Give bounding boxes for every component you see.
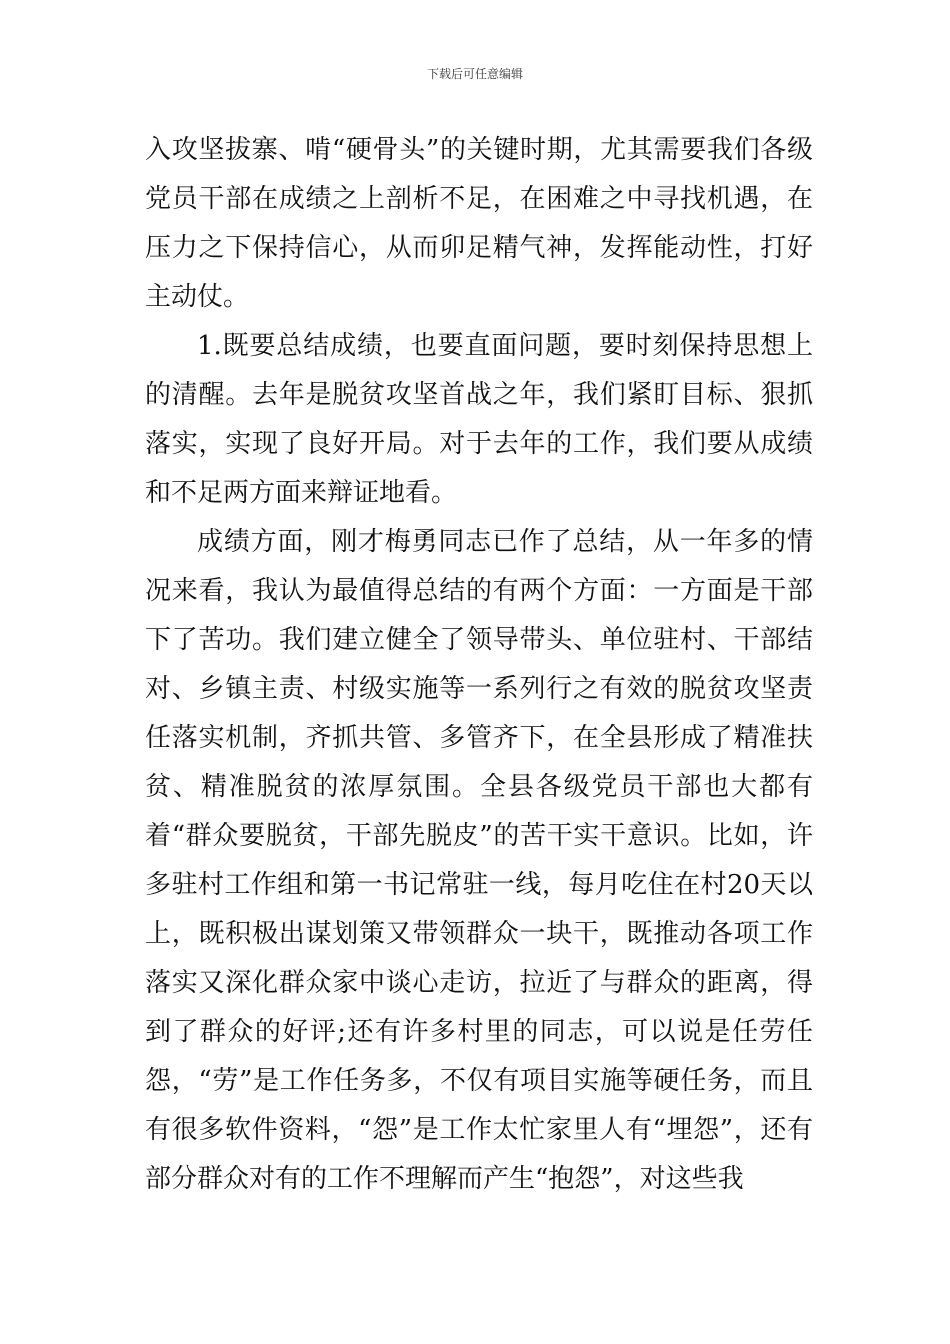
paragraph: 1.既要总结成绩，也要直面问题，要时刻保持思想上的清醒。去年是脱贫攻坚首战之年，我们紧盯目标、狠抓落实，实现了良好开局。对于去年的工作，我们要从成绩和不足两方面来辩证地看。 [145, 331, 813, 508]
page-header: 下载后可任意编辑 [426, 67, 523, 81]
paragraph: 入攻坚拔寨、啃“硬骨头”的关键时期，尤其需要我们各级党员干部在成绩之上剖析不足，在困难之中寻找机遇，在压力之下保持信心，从而卯足精气神，发挥能动性，打好主动仗。 [145, 135, 813, 312]
document-body [145, 126, 813, 1204]
paragraph: 成绩方面，刚才梅勇同志已作了总结，从一年多的情况来看，我认为最值得总结的有两个方面：一方面是干部下了苦功。我们建立健全了领导带头、单位驻村、干部结对、乡镇主责、村级实施等一系列行之有效的脱贫攻坚责任落实机制，齐抓共管、多管齐下，在全县形成了精准扶贫、精准脱贫的浓厚氛围。全县各级党员干部也大都有着“群众要脱贫，干部先脱皮”的苦干实干意识。比如，许多驻村工作组和第一书记常驻一线，每月吃住在村20天以上，既积极出谋划策又带领群众一块干，既推动各项工作落实又深化群众家中谈心走访，拉近了与群众的距离，得到了群众的好评;还有许多村里的同志，可以说是任劳任怨，“劳”是工作任务多，不仅有项目实施等硬任务，而且有很多软件资料，“怨”是工作太忙家里人有“埋怨”，还有部分群众对有的工作不理解而产生“抱怨”，对这些我 [145, 527, 813, 1194]
